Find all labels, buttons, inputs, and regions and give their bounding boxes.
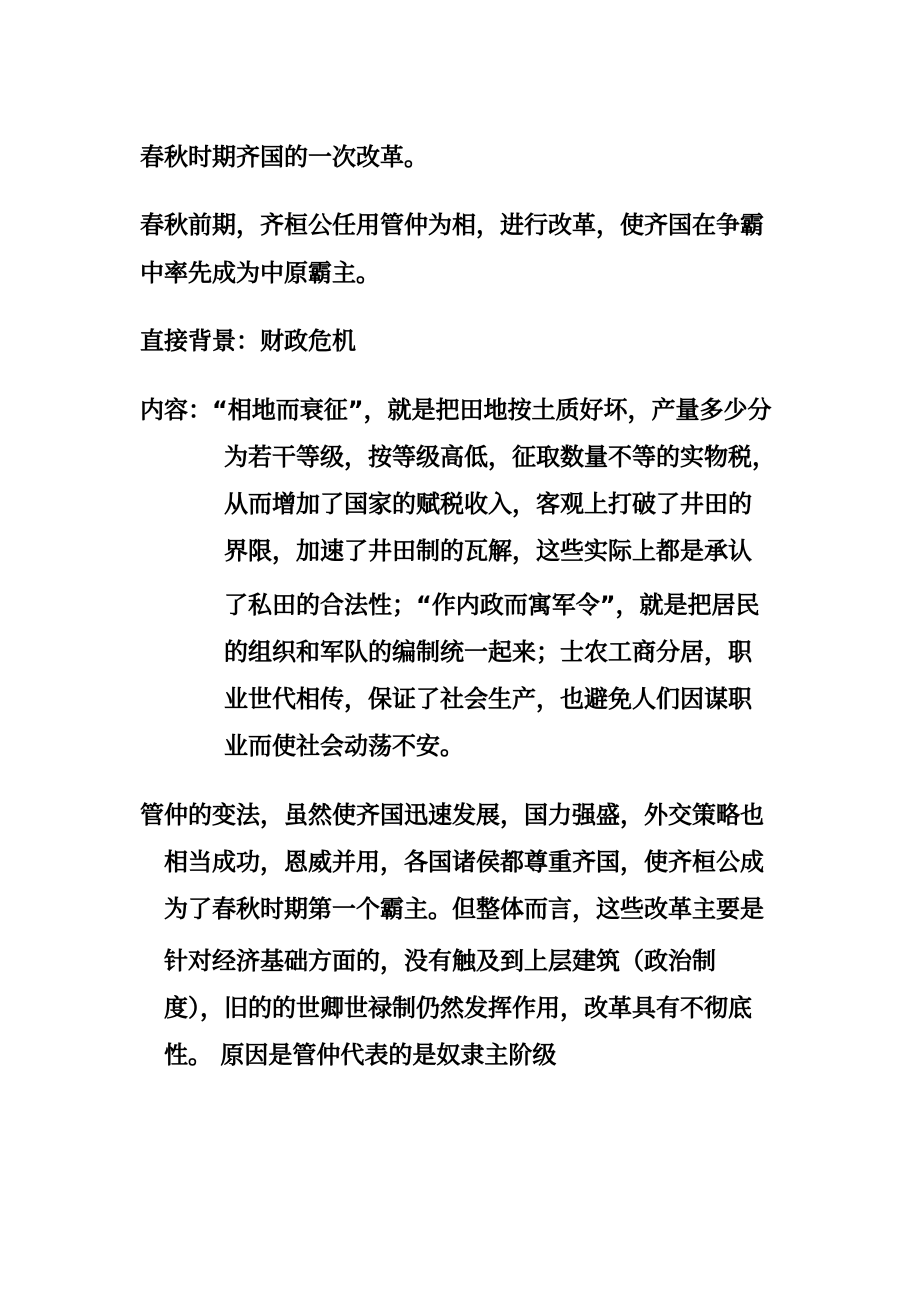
evaluation-line-4: 针对经济基础方面的，没有触及到上层建筑（政治制 — [164, 947, 716, 975]
evaluation-line-1: 管仲的变法，虽然使齐国迅速发展，国力强盛，外交策略也 — [140, 801, 764, 829]
content-line-4: 界限，加速了井田制的瓦解，这些实际上都是承认 — [224, 537, 752, 565]
evaluation-line-3: 为了春秋时期第一个霸主。但整体而言，这些改革主要是 — [164, 895, 764, 923]
background-line: 直接背景：财政危机 — [140, 327, 356, 355]
intro-line-2: 中率先成为中原霸主。 — [140, 259, 380, 287]
content-line-5: 了私田的合法性；“作内政而寓军令”，就是把居民 — [224, 591, 760, 619]
content-line-1: 内容：“相地而衰征”，就是把田地按土质好坏，产量多少分 — [140, 396, 772, 424]
evaluation-line-5: 度），旧的的世卿世禄制仍然发挥作用，改革具有不彻底 — [164, 994, 752, 1022]
content-line-3: 从而增加了国家的赋税收入，客观上打破了井田的 — [224, 490, 752, 518]
evaluation-line-6: 性。 原因是管仲代表的是奴隶主阶级 — [164, 1041, 557, 1069]
content-line-6: 的组织和军队的编制统一起来；士农工商分居，职 — [224, 638, 752, 666]
title-line: 春秋时期齐国的一次改革。 — [140, 143, 428, 171]
content-line-2: 为若干等级，按等级高低，征取数量不等的实物税， — [224, 443, 776, 471]
content-line-7: 业世代相传，保证了社会生产，也避免人们因谋职 — [224, 685, 752, 713]
content-line-8: 业而使社会动荡不安。 — [224, 732, 464, 760]
intro-line-1: 春秋前期，齐桓公任用管仲为相，进行改革，使齐国在争霸 — [140, 211, 764, 239]
evaluation-line-2: 相当成功，恩威并用，各国诸侯都尊重齐国，使齐桓公成 — [164, 848, 764, 876]
